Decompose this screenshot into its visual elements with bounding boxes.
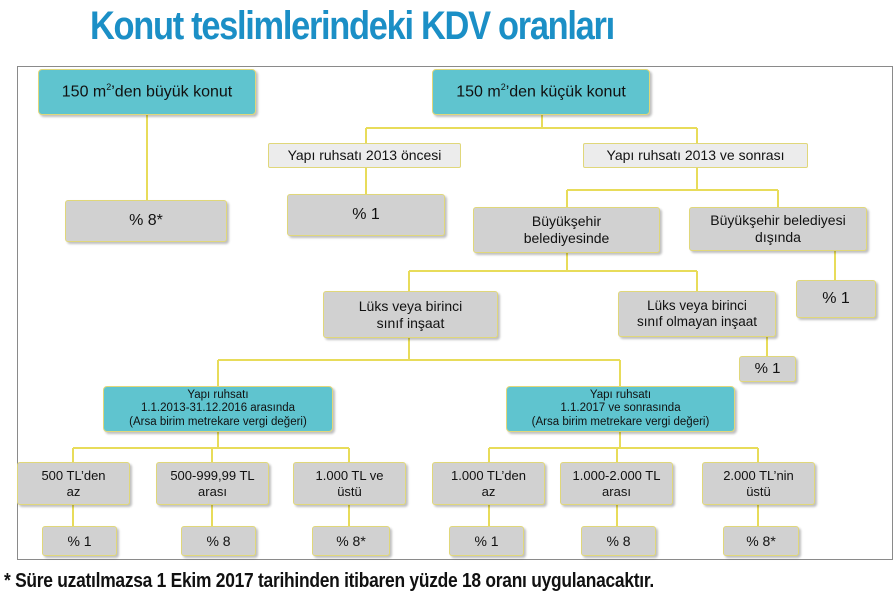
node-rate-b2: % 8 bbox=[581, 526, 656, 556]
node-range-500-999: 500-999,99 TL arası bbox=[156, 462, 269, 505]
node-range-1000-2000: 1.000-2.000 TL arası bbox=[560, 462, 673, 505]
node-rate-b3: % 8* bbox=[723, 526, 799, 556]
node-small-home: 150 $m^2’den$ küçük konut bbox=[432, 69, 650, 115]
node-permit-pre2013-rate: % 1 bbox=[287, 194, 445, 236]
node-big-home: 150 $m^2’den$ büyük konut bbox=[38, 69, 256, 115]
node-rate-a1: % 1 bbox=[42, 526, 117, 556]
node-range-under-1000: 1.000 TL’den az bbox=[432, 462, 545, 505]
node-rate-b1: % 1 bbox=[449, 526, 524, 556]
node-non-luxury-rate: % 1 bbox=[739, 356, 796, 382]
node-permit-2013-2016: Yapı ruhsatı 1.1.2013-31.12.2016 arasında (Arsa birim metrekare vergi değeri) bbox=[103, 386, 333, 432]
node-big-rate: % 8* bbox=[65, 200, 227, 242]
node-range-2000-up: 2.000 TL’nin üstü bbox=[702, 462, 815, 505]
node-rate-a3: % 8* bbox=[312, 526, 390, 556]
page-title: Konut teslimlerindeki KDV oranları bbox=[90, 4, 614, 48]
node-range-1000-up: 1.000 TL ve üstü bbox=[293, 462, 406, 505]
node-metro-inside: Büyükşehir belediyesinde bbox=[473, 207, 660, 253]
node-rate-a2: % 8 bbox=[181, 526, 256, 556]
footnote: * Süre uzatılmazsa 1 Ekim 2017 tarihinden itibaren yüzde 18 oranı uygulanacaktır. bbox=[4, 570, 654, 592]
node-non-luxury: Lüks veya birinci sınıf olmayan inşaat bbox=[618, 291, 776, 337]
node-permit-2013-after: Yapı ruhsatı 2013 ve sonrası bbox=[583, 143, 808, 168]
node-permit-2017: Yapı ruhsatı 1.1.2017 ve sonrasında (Arsa birim metrekare vergi değeri) bbox=[506, 386, 735, 432]
node-range-under-500: 500 TL’den az bbox=[17, 462, 130, 505]
node-metro-outside-rate: % 1 bbox=[796, 280, 876, 318]
node-permit-pre2013: Yapı ruhsatı 2013 öncesi bbox=[268, 143, 461, 168]
node-luxury: Lüks veya birinci sınıf inşaat bbox=[323, 291, 498, 338]
node-metro-outside: Büyükşehir belediyesi dışında bbox=[689, 207, 867, 251]
